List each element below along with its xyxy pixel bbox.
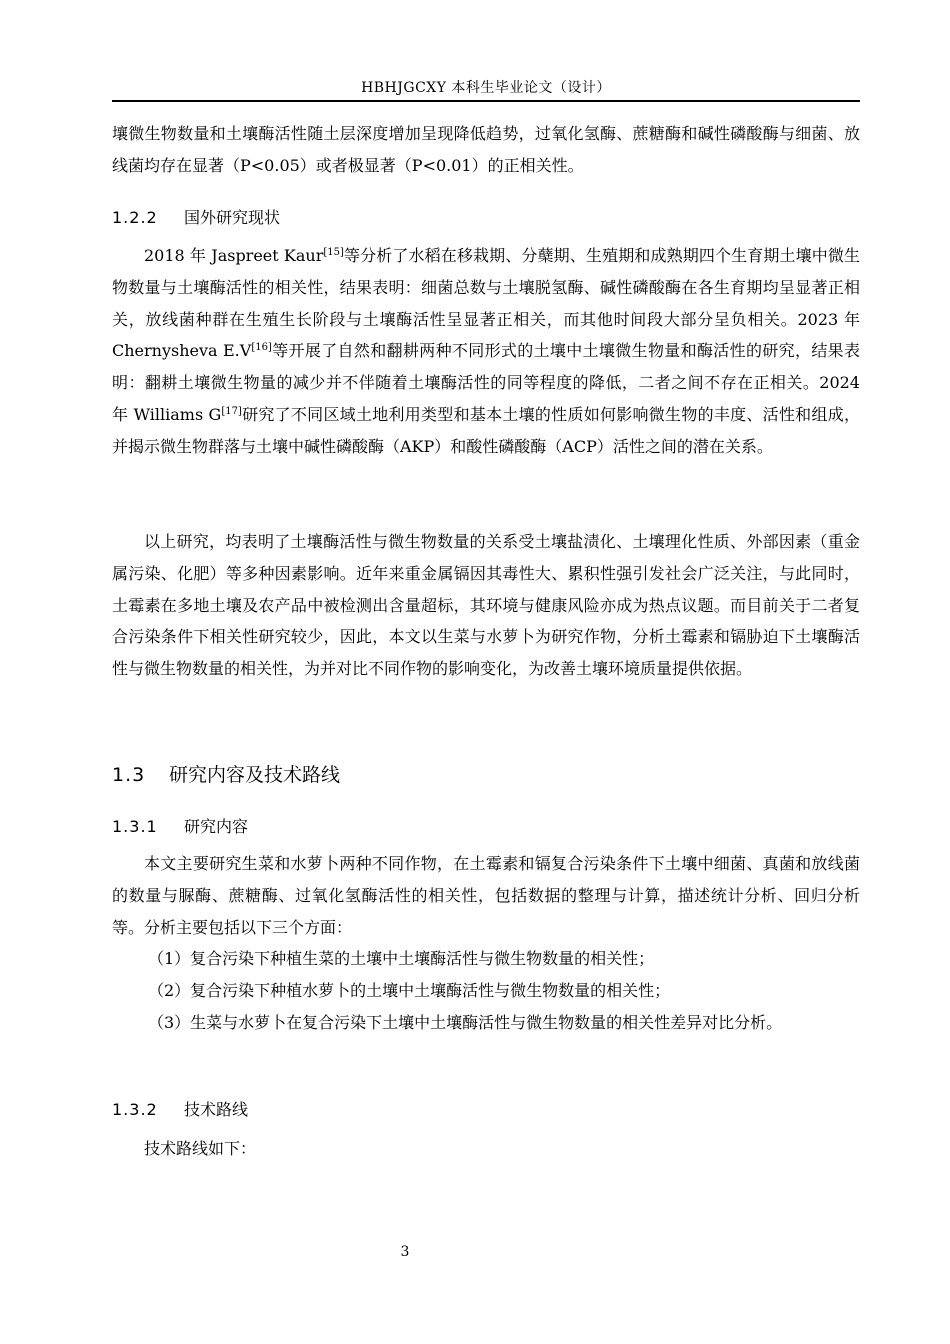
- section-title: 研究内容: [184, 817, 249, 836]
- text-segment: 等分析了水稻在移栽期、分蘖期、生殖期和成熟期四个生育期土壤中微生物数量与土壤酶活性的相关性，结果表明：细菌总数与土壤脱氢酶、碱性磷酸酶在各生育期均呈显著正相关，放线菌种群在生殖生长阶段与土壤酶活性呈显著正相关，而其他时间段大部分呈负相关。2023 年 Chernysheva E.V: [112, 246, 860, 361]
- section-heading-1-2-2: [112, 205, 280, 228]
- list-item: （1）复合污染下种植生菜的土壤中土壤酶活性与微生物数量的相关性；: [148, 949, 655, 968]
- list-item: （3）生菜与水萝卜在复合污染下土壤中土壤酶活性与微生物数量的相关性差异对比分析。: [148, 1013, 783, 1032]
- section-number: 1.3.1: [112, 817, 158, 836]
- paragraph-foreign-research: [112, 240, 860, 463]
- running-header: HBHJGCXY 本科生毕业论文（设计）: [361, 80, 611, 96]
- citation-ref: [17]: [221, 405, 242, 417]
- section-number: 1.2.2: [112, 208, 158, 227]
- section-title: 国外研究现状: [184, 208, 281, 227]
- list-item: （2）复合污染下种植水萝卜的土壤中土壤酶活性与微生物数量的相关性；: [148, 981, 671, 1000]
- section-heading-1-3-1: [112, 814, 248, 837]
- section-number: 1.3.2: [112, 1100, 158, 1119]
- text-segment: 等开展了自然和翻耕两种不同形式的土壤中土壤微生物量和酶活性的研究，结果表明：翻耕土壤微生物量的减少并不伴随着土壤酶活性的同等程度的降低，二者之间不存在正相关。2024 年 Williams G: [112, 341, 860, 424]
- citation-ref: [16]: [251, 342, 272, 354]
- section-title: 研究内容及技术路线: [169, 764, 341, 786]
- intro-paragraph: 壤微生物数量和土壤酶活性随土层深度增加呈现降低趋势，过氧化氢酶、蔗糖酶和碱性磷酸酶与细菌、放线菌均存在显著（P<0.05）或者极显著（P<0.01）的正相关性。: [112, 124, 860, 175]
- header-rule: [112, 100, 860, 102]
- page-number: 3: [400, 1244, 410, 1260]
- text-segment: 2018 年 Jaspreet Kaur: [144, 246, 324, 265]
- paragraph-research-content: 本文主要研究生菜和水萝卜两种不同作物，在土霉素和镉复合污染条件下土壤中细菌、真菌和放线菌的数量与脲酶、蔗糖酶、过氧化氢酶活性的相关性，包括数据的整理与计算，描述统计分析、回归分析等。分析主要包括以下三个方面：: [112, 854, 860, 937]
- citation-ref: [15]: [323, 247, 344, 258]
- section-heading-1-3: [112, 760, 340, 787]
- section-heading-1-3-2: [112, 1097, 248, 1120]
- section-number: 1.3: [112, 764, 146, 786]
- text-segment: 研究了不同区域土地利用类型和基本土壤的性质如何影响微生物的丰度、活性和组成，并揭示微生物群落与土壤中碱性磷酸酶（AKP）和酸性磷酸酶（ACP）活性之间的潜在关系。: [112, 404, 860, 456]
- paragraph-summary: 以上研究，均表明了土壤酶活性与微生物数量的关系受土壤盐渍化、土壤理化性质、外部因素（重金属污染、化肥）等多种因素影响。近年来重金属镉因其毒性大、累积性强引发社会广泛关注，与此同时，土霉素在多地土壤及农产品中被检测出含量超标，其环境与健康风险亦成为热点议题。而目前关于二者复合污染条件下相关性研究较少，因此，本文以生菜与水萝卜为研究作物，分析土霉素和镉胁迫下土壤酶活性与微生物数量的相关性，为并对比不同作物的影响变化，为改善土壤环境质量提供依据。: [112, 532, 860, 679]
- paragraph-tech-route: 技术路线如下：: [144, 1139, 257, 1158]
- section-title: 技术路线: [184, 1100, 249, 1119]
